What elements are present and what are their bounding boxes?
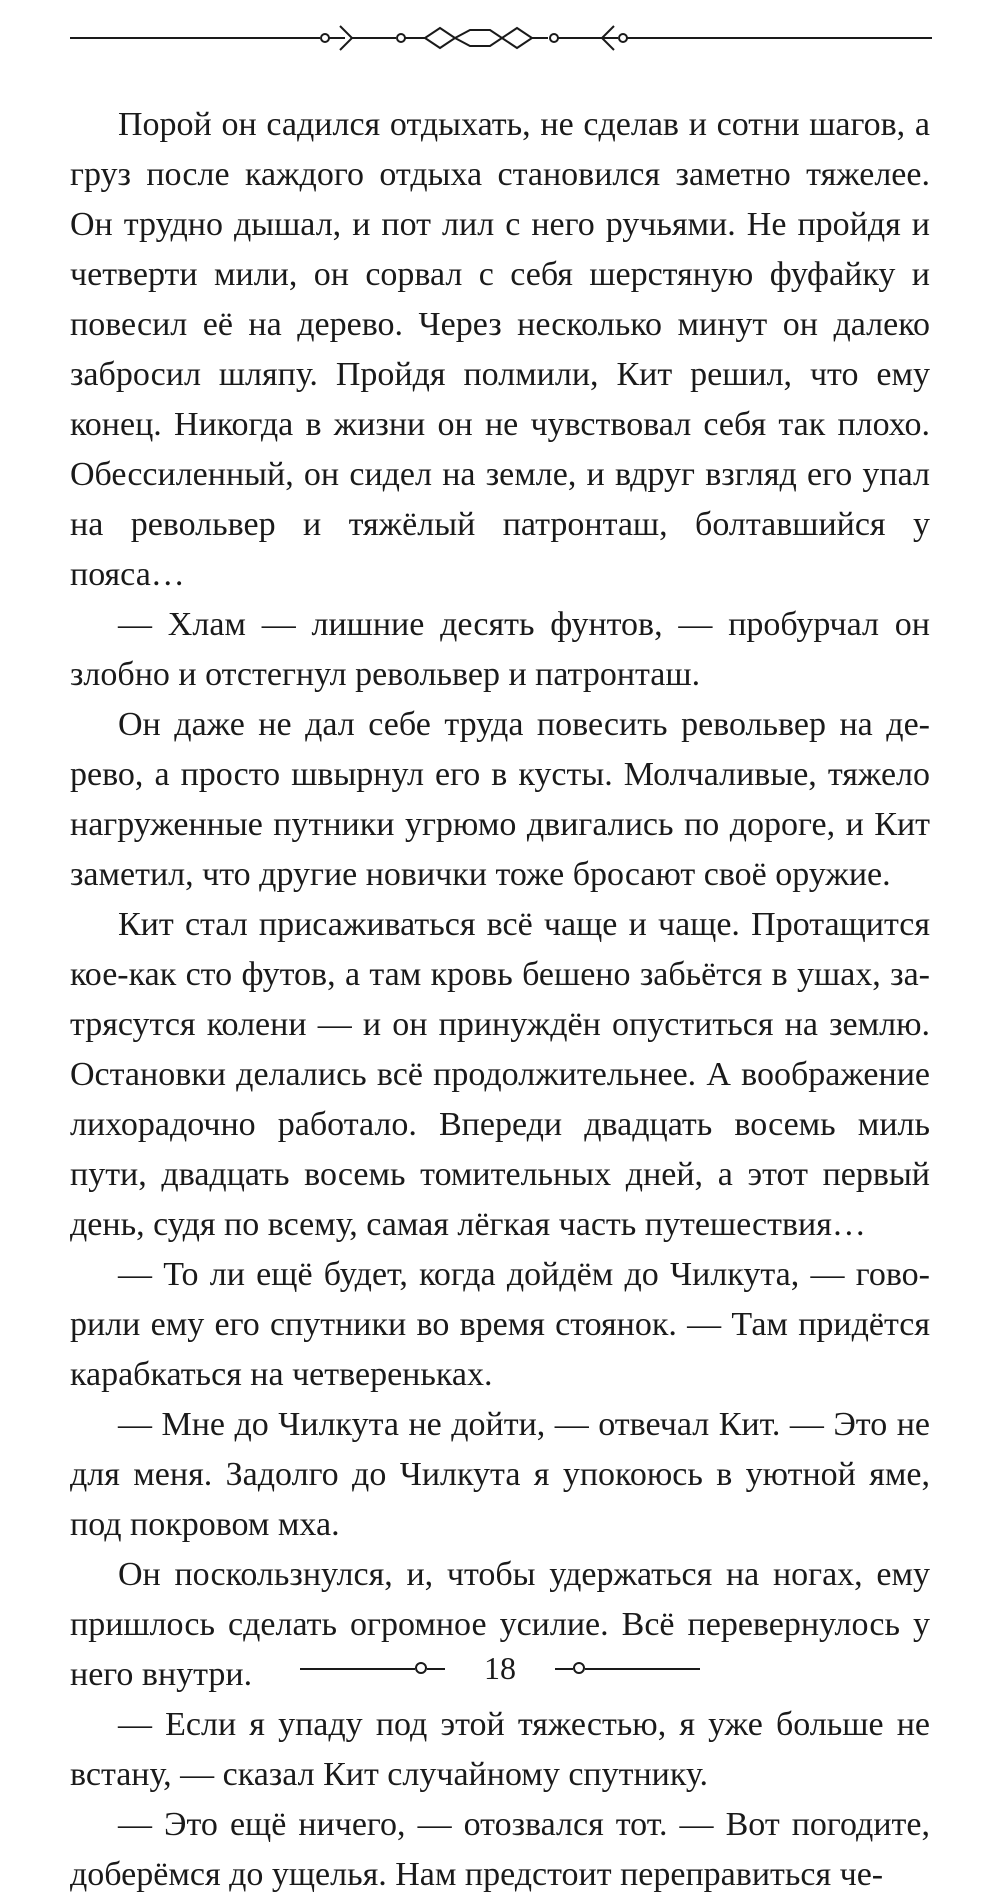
paragraph: — Мне до Чилкута не дойти, — отвечал Кит. — Это не для меня. Задолго до Чилкута я упокоюсь в уютной яме, под покровом мха. xyxy=(70,1406,930,1543)
footer-dot-left xyxy=(415,1662,427,1674)
page-number: 18 xyxy=(484,1650,516,1686)
footer-dot-right xyxy=(573,1662,585,1674)
paragraph: — Это ещё ничего, — отозвался тот. — Вот погодите, доберёмся до ущелья. Нам предстоит переправиться че- xyxy=(70,1806,930,1893)
paragraph: — Хлам — лишние десять фунтов, — пробурчал он злобно и отстегнул револьвер и патронташ. xyxy=(70,606,930,693)
top-ornament xyxy=(70,18,932,58)
paragraph: Он поскользнулся, и, чтобы удержаться на ногах, ему пришлось сделать огромное усилие. Всё перевернулось у него внутри. xyxy=(70,1556,930,1693)
paragraph: Порой он садился отдыхать, не сделав и сотни шагов, а груз после каждого отдыха становился заметно тяжелее. Он трудно дышал, и пот лил с него ручьями. Не пройдя и четверти мили, он сорвал с себя шерстяную фуфайку и повесил её на дерево. Через несколько минут он далеко забросил шляпу. Пройдя полмили, Кит решил, что ему конец. Никогда в жизни он не чувствовал себя так плохо. Обессиленный, он сидел на земле, и вдруг взгляд его упал на револьвер и тяжёлый патронташ, болтавшийся у пояса… xyxy=(70,106,930,593)
paragraph: Он даже не дал себе труда повесить револьвер на дерево, а просто швырнул его в кусты. Молчаливые, тяжело нагруженные путники угрюмо двигались по дороге, и Кит заметил, что другие новички тоже бросают своё оружие. xyxy=(70,706,930,893)
paragraph: Кит стал присаживаться всё чаще и чаще. Протащится кое-как сто футов, а там кровь бешено забьётся в ушах, затрясутся колени — и он принуждён опуститься на землю. Остановки делались всё продолжительнее. А воображение лихорадочно работало. Впереди двадцать восемь миль пути, двадцать восемь томительных дней, а этот первый день, судя по всему, самая лёгкая часть путешествия… xyxy=(70,906,930,1243)
body-text xyxy=(70,100,930,1900)
footer-rule-left-short xyxy=(427,1668,445,1670)
footer-rule-left xyxy=(300,1668,415,1670)
footer-rule-right-short xyxy=(555,1668,573,1670)
footer-rule-right xyxy=(585,1668,700,1670)
page-footer xyxy=(300,1648,700,1692)
paragraph: — Если я упаду под этой тяжестью, я уже больше не встану, — сказал Кит случайному спутнику. xyxy=(70,1706,930,1793)
paragraph: — То ли ещё будет, когда дойдём до Чилкута, — говорили ему его спутники во время стоянок. — Там придётся карабкаться на четвереньках. xyxy=(70,1256,930,1393)
